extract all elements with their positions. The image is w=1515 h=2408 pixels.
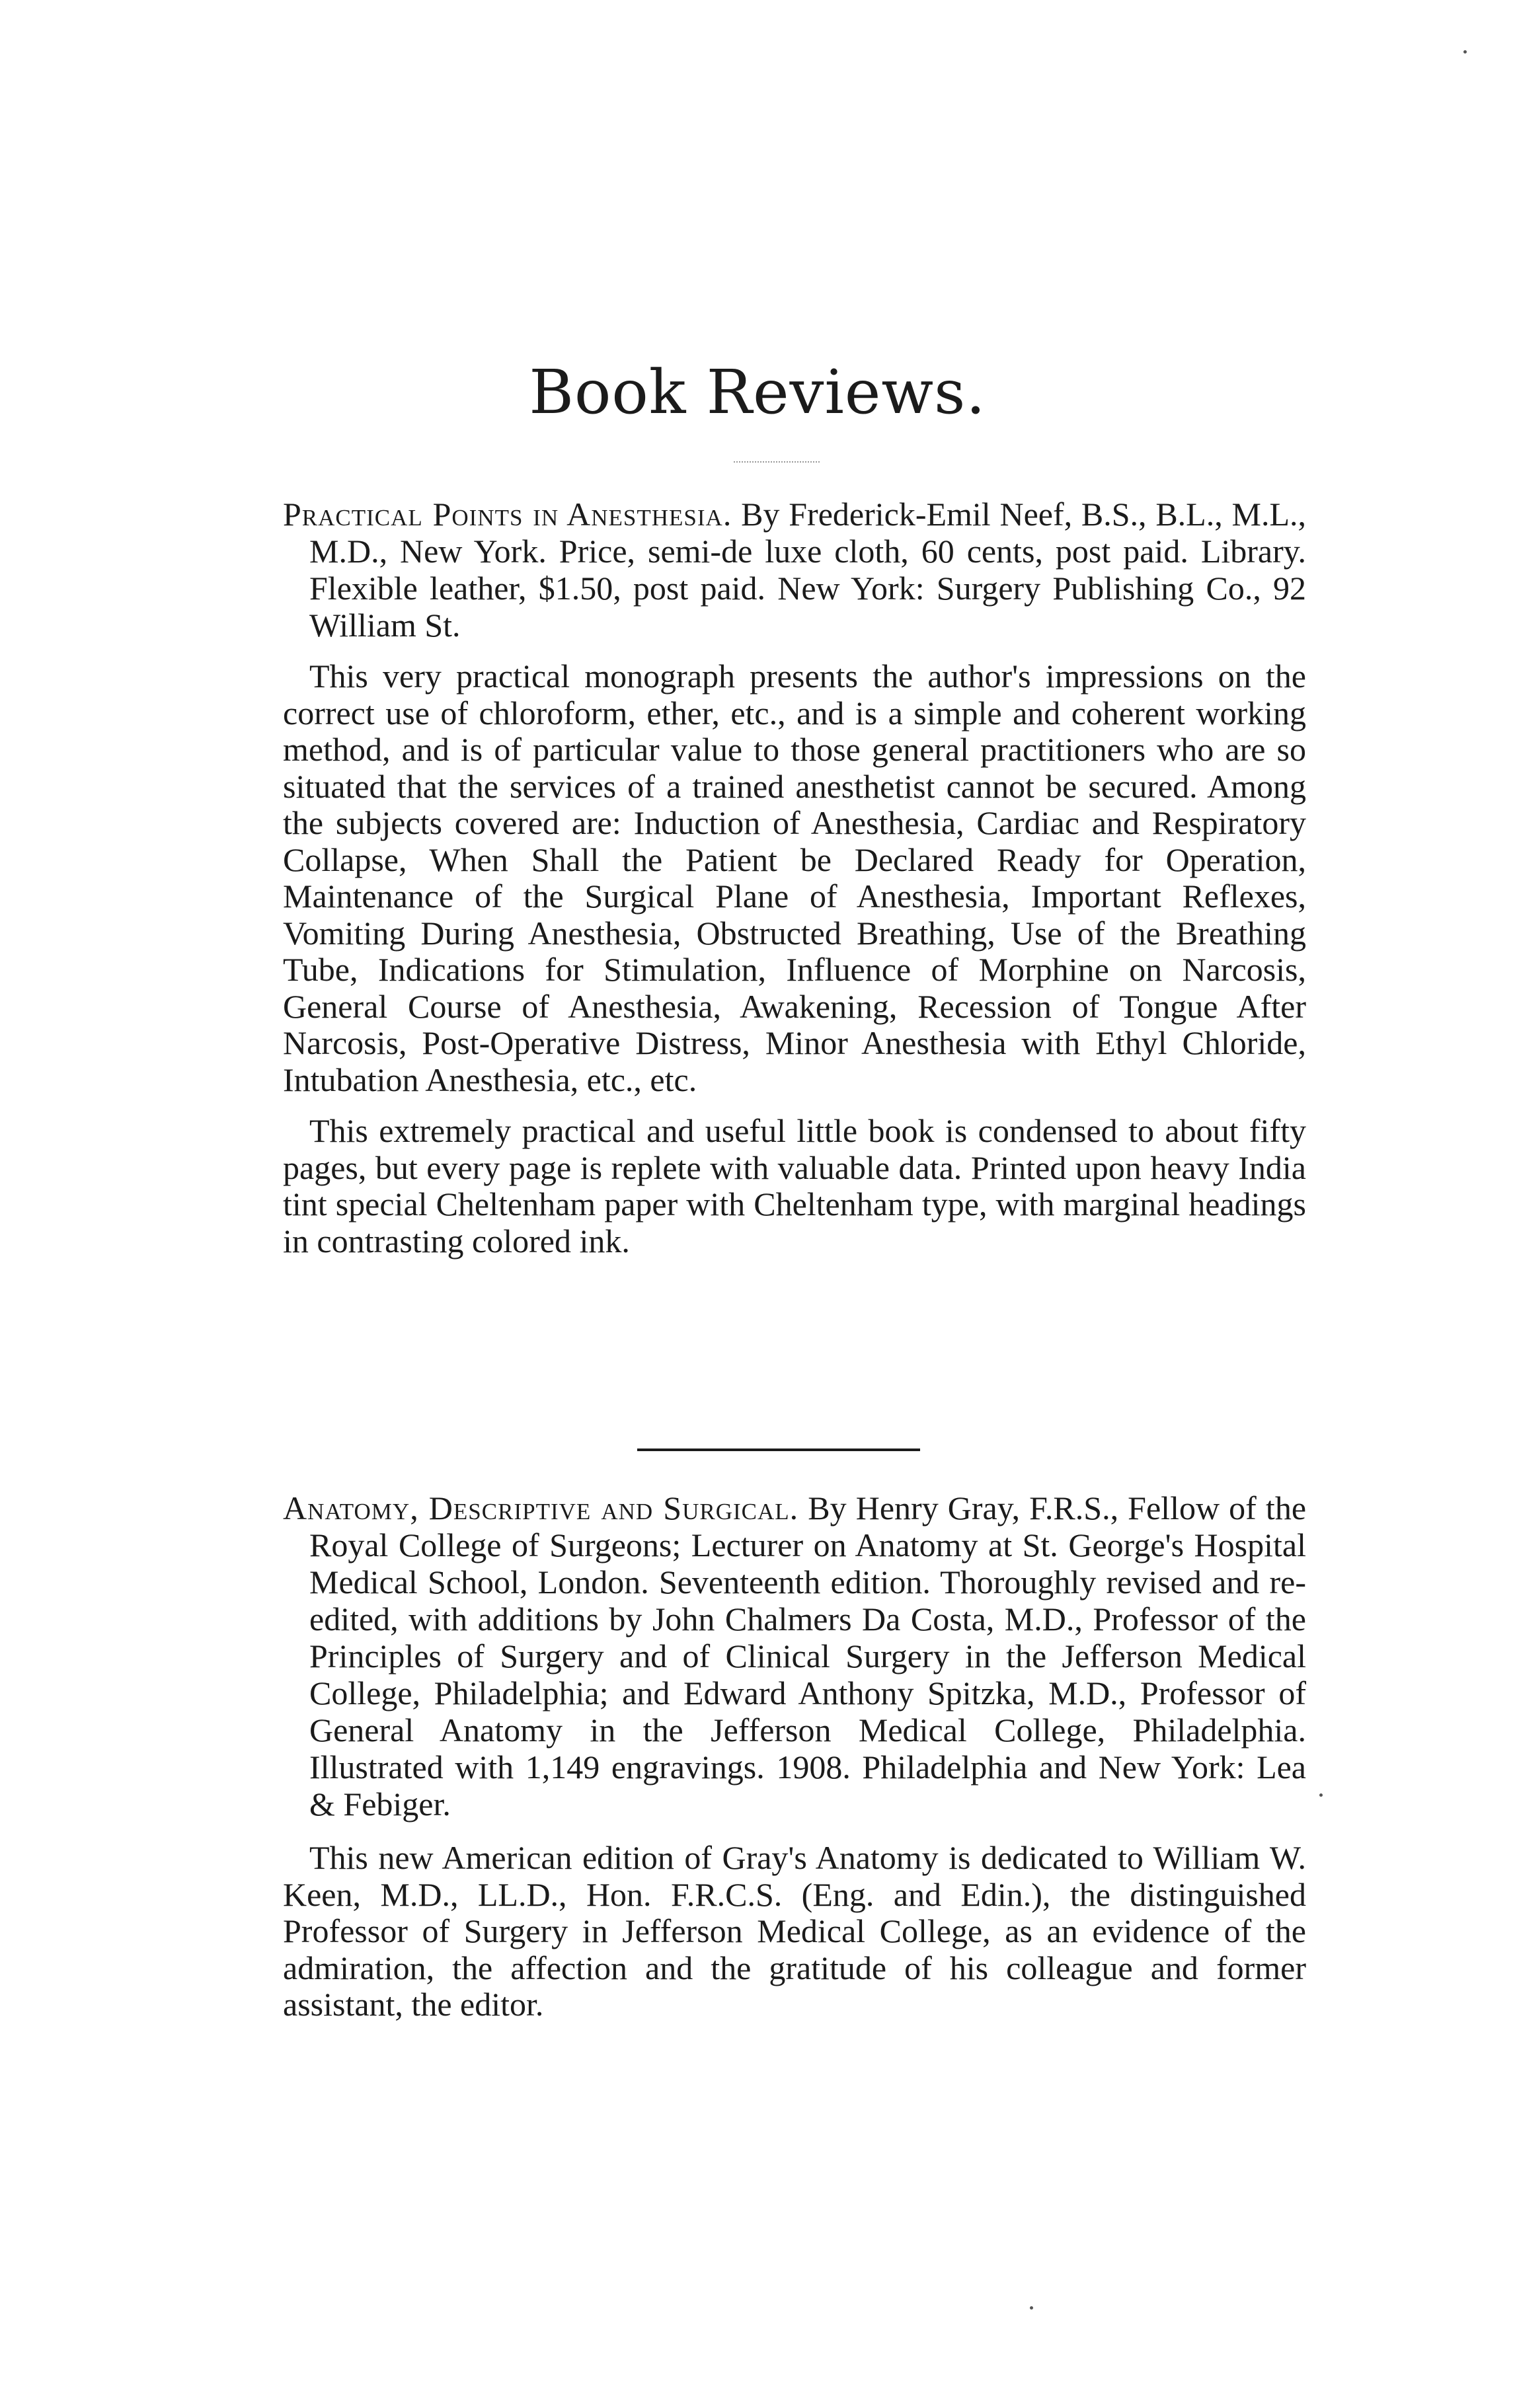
scan-speck bbox=[1463, 50, 1467, 54]
title-ornament bbox=[734, 461, 820, 464]
review-anatomy-descriptive-and-surgical bbox=[283, 1489, 1306, 2023]
review-paragraph: This very practical monograph presents the author's impressions on the correct use of chloroform, ether, etc., and is a simple and coherent working method, and is of particular value to those general practitioners who are so situated that the services of a trained anesthetist cannot be secured. Among the subjects covered are: Induction of Anesthesia, Cardiac and Respiratory Collapse, When Shall the Patient be Declared Ready for Operation, Maintenance of the Surgical Plane of Anesthesia, Important Reflexes, Vomiting During Anesthesia, Obstructed Breathing, Use of the Breathing Tube, Indications for Stimulation, Influence of Morphine on Narcosis, General Course of Anesthesia, Awakening, Recession of Tongue After Narcosis, Post-Operative Distress, Minor Anesthesia with Ethyl Chloride, Intubation Anesthesia, etc., etc. bbox=[283, 658, 1306, 1098]
review-entry-heading bbox=[283, 1489, 1306, 1823]
review-entry-heading bbox=[283, 496, 1306, 644]
book-citation: By Henry Gray, F.R.S., Fellow of the Royal College of Surgeons; Lecturer on Anatomy at St. George's Hospital Medical School, London. Seventeenth edition. Thoroughly revised and re-edited, with additions by John Chalmers Da Costa, M.D., Professor of the Principles of Surgery and of Clinical Surgery in the Jefferson Medical College, Philadelphia; and Edward Anthony Spitzka, M.D., Professor of General Anatomy in the Jefferson Medical College, Philadelphia. Illustrated with 1,149 engravings. 1908. Philadelphia and New York: Lea & Febiger. bbox=[309, 1489, 1307, 1823]
section-divider bbox=[637, 1449, 920, 1451]
scan-speck bbox=[1319, 1793, 1323, 1797]
book-title: Practical Points in Anesthesia. bbox=[283, 496, 732, 533]
scan-speck bbox=[1030, 2306, 1033, 2310]
book-title: Anatomy, Descriptive and Surgical. bbox=[283, 1489, 799, 1526]
review-practical-points-in-anesthesia bbox=[283, 496, 1306, 1260]
review-paragraph: This extremely practical and useful little book is condensed to about fifty pages, but every page is replete with valuable data. Printed upon heavy India tint special Cheltenham paper with Cheltenham type, with marginal headings in contrasting colored ink. bbox=[283, 1112, 1306, 1260]
page-title: Book Reviews. bbox=[529, 357, 986, 428]
review-paragraph: This new American edition of Gray's Anatomy is dedicated to William W. Keen, M.D., LL.D., Hon. F.R.C.S. (Eng. and Edin.), the distinguished Professor of Surgery in Jefferson Medical College, as an evidence of the admiration, the affection and the gratitude of his colleague and former assistant, the editor. bbox=[283, 1839, 1306, 2023]
book-citation: By Frederick-Emil Neef, B.S., B.L., M.L., M.D., New York. Price, semi-de luxe cloth, 60 cents, post paid. Library. Flexible leather, $1.50, post paid. New York: Surgery Publishing Co., 92 William St. bbox=[309, 496, 1307, 644]
